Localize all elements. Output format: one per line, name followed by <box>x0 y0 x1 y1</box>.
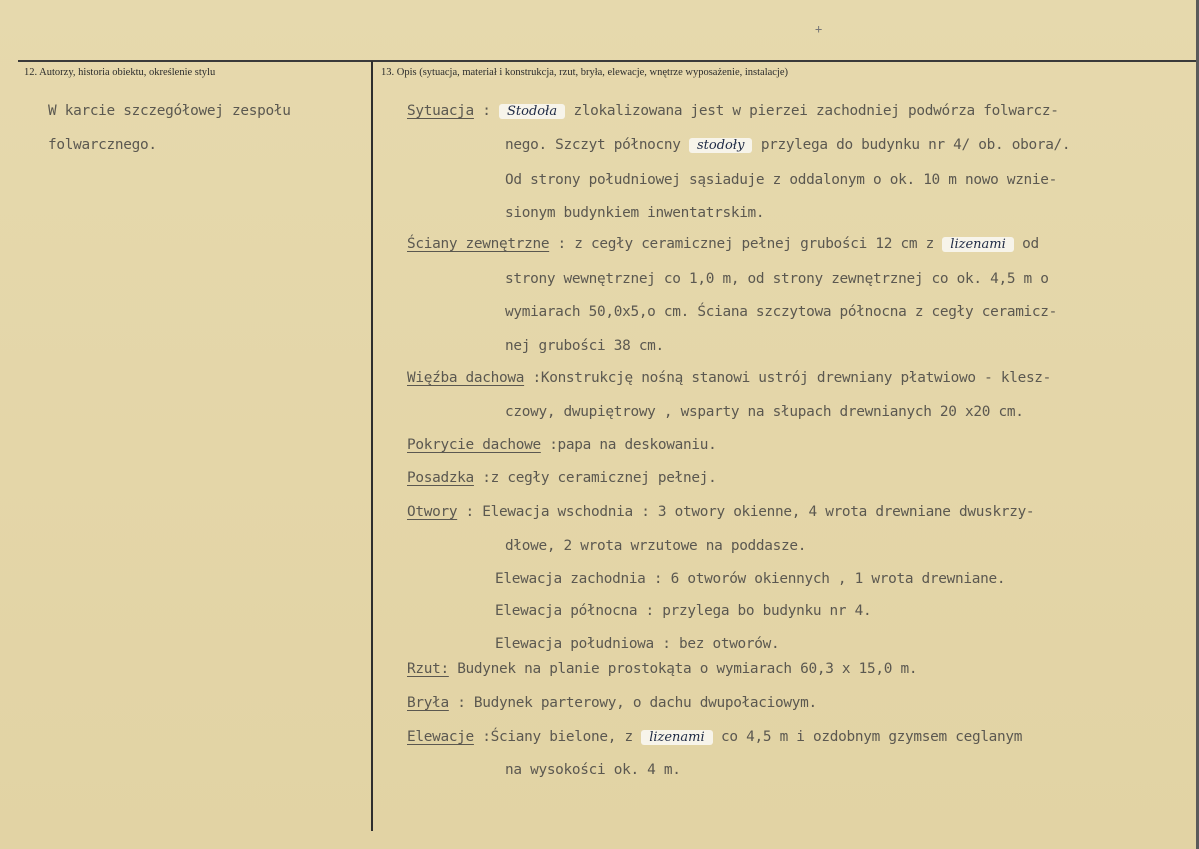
sciany-line-1 <box>407 236 1039 252</box>
sciany-line-4: nej grubości 38 cm. <box>505 338 664 354</box>
sytuacja-line-1 <box>407 103 1059 119</box>
sytuacja-line-4: sionym budynkiem inwentatrskim. <box>505 205 765 221</box>
wiezba-label: Więźba dachowa <box>407 370 525 386</box>
column-divider <box>371 61 373 831</box>
sytuacja-l2-a: nego. Szczyt północny <box>505 137 690 153</box>
section-13-header: 13. Opis (sytuacja, materiał i konstrukcja, rzut, bryła, elewacje, wnętrze wyposażenie, instalacje) <box>381 67 789 78</box>
bryla-text: : Budynek parterowy, o dachu dwupołaciowym. <box>448 695 817 711</box>
otwory-line-4: Elewacja północna : przylega bo budynku nr 4. <box>495 603 872 619</box>
wiezba-l1: :Konstrukcję nośną stanowi ustrój drewniany płatwiowo - klesz- <box>524 370 1052 386</box>
sytuacja-l1-rest: zlokalizowana jest w pierzei zachodniej podwórza folwarcz- <box>565 103 1059 119</box>
posadzka-text: :z cegły ceramicznej pełnej. <box>473 470 717 486</box>
sciany-l1-a: : z cegły ceramicznej pełnej grubości 12 cm z <box>549 236 943 252</box>
bryla-line <box>407 695 817 711</box>
wiezba-line-2: czowy, dwupiętrowy , wsparty na słupach drewnianych 20 x20 cm. <box>505 404 1024 420</box>
otwory-line-1 <box>407 504 1034 520</box>
rzut-label: Rzut: <box>407 661 449 677</box>
sciany-label: Ściany zewnętrzne <box>407 236 550 252</box>
posadzka-line <box>407 470 716 486</box>
sytuacja-l2-b: przylega do budynku nr 4/ ob. obora/. <box>752 137 1071 153</box>
sytuacja-sep: : <box>473 103 500 119</box>
otwory-l1: : Elewacja wschodnia : 3 otwory okienne, 4 wrota drewniane dwuskrzy- <box>457 504 1035 520</box>
otwory-line-3: Elewacja zachodnia : 6 otworów okiennych , 1 wrota drewniane. <box>495 571 1006 587</box>
header-rule <box>18 60 1196 62</box>
elewacje-line-2: na wysokości ok. 4 m. <box>505 762 681 778</box>
rzut-text: Budynek na planie prostokąta o wymiarach 60,3 x 15,0 m. <box>448 661 918 677</box>
elewacje-l1-b: co 4,5 m i ozdobnym gzymsem ceglanym <box>712 729 1023 745</box>
section-12-line-1: W karcie szczegółowej zespołu <box>48 103 291 119</box>
bryla-label: Bryła <box>407 695 449 711</box>
sciany-l1-b: od <box>1013 236 1039 252</box>
rzut-line <box>407 661 917 677</box>
handwritten-stodoly: stodoły <box>689 138 752 153</box>
otwory-line-5: Elewacja południowa : bez otworów. <box>495 636 780 652</box>
sytuacja-line-3: Od strony południowej sąsiaduje z oddalonym o ok. 10 m nowo wznie- <box>505 172 1058 188</box>
wiezba-line-1 <box>407 370 1051 386</box>
sciany-line-2: strony wewnętrznej co 1,0 m, od strony zewnętrznej co ok. 4,5 m o <box>505 271 1049 287</box>
pokrycie-text: :papa na deskowaniu. <box>540 437 717 453</box>
posadzka-label: Posadzka <box>407 470 474 486</box>
sciany-line-3: wymiarach 50,0x5,o cm. Ściana szczytowa północna z cegły ceramicz- <box>505 304 1058 320</box>
otwory-label: Otwory <box>407 504 458 520</box>
handwritten-stodola: Stodoła <box>499 104 565 119</box>
handwritten-lizenami-1: lizenami <box>942 237 1013 252</box>
pokrycie-label: Pokrycie dachowe <box>407 437 541 453</box>
corner-mark: + <box>815 22 823 36</box>
pokrycie-line <box>407 437 716 453</box>
handwritten-lizenami-2: lizenami <box>641 730 712 745</box>
otwory-line-2: dłowe, 2 wrota wrzutowe na poddasze. <box>505 538 807 554</box>
elewacje-line-1 <box>407 729 1022 745</box>
elewacje-l1-a: :Ściany bielone, z <box>473 729 642 745</box>
sytuacja-label: Sytuacja <box>407 103 474 119</box>
sytuacja-line-2 <box>505 137 1070 153</box>
section-12-line-2: folwarcznego. <box>48 137 157 153</box>
elewacje-label: Elewacje <box>407 729 474 745</box>
section-12-header: 12. Autorzy, historia obiektu, określenie stylu <box>24 67 216 78</box>
